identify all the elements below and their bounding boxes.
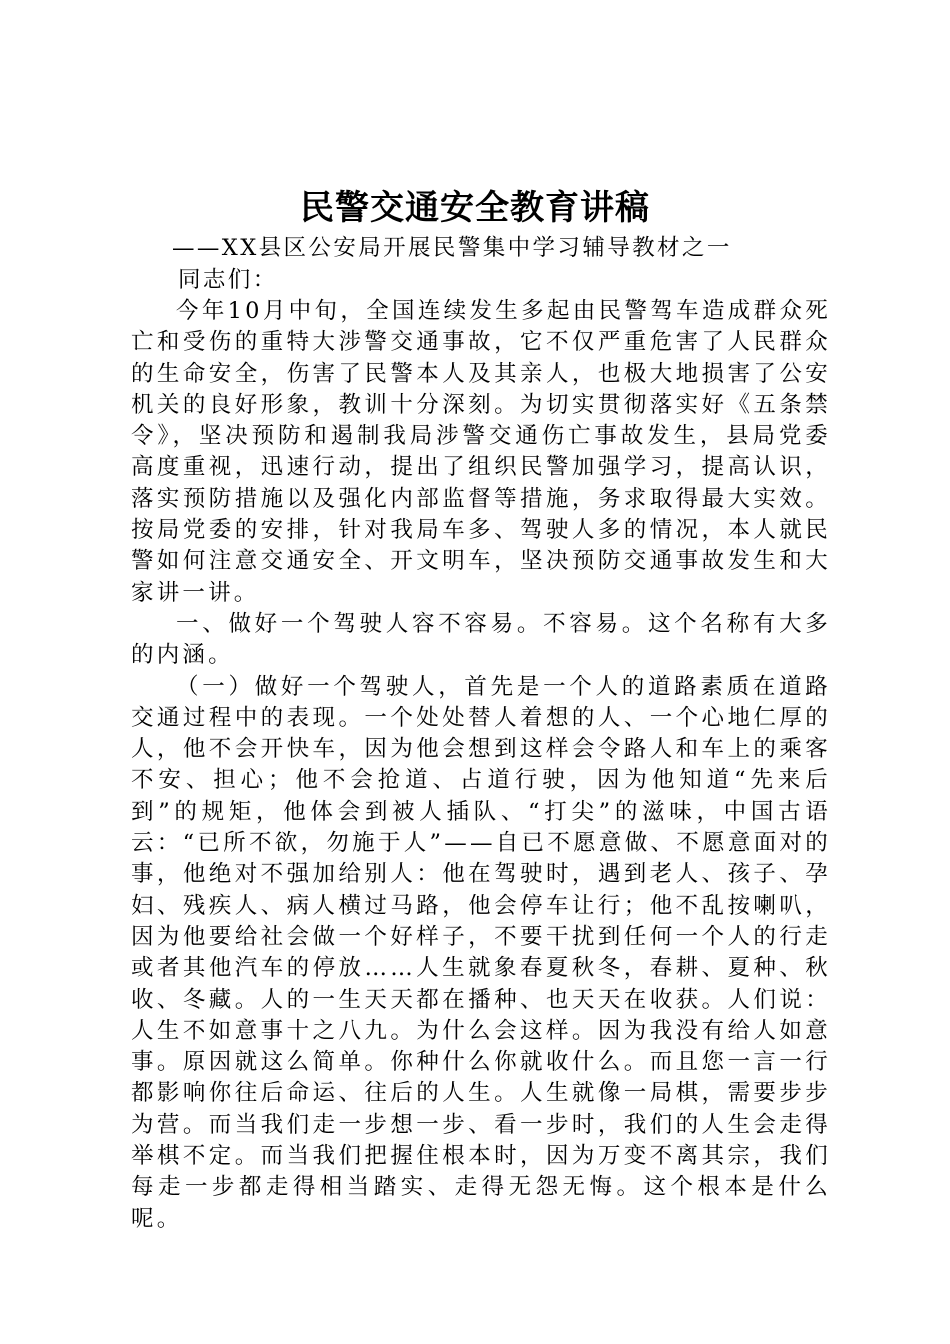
- paragraph-intro: 今年10月中旬，全国连续发生多起由民警驾车造成群众死亡和受伤的重特大涉警交通事故，它不仅严重危害了人民群众的生命安全，伤害了民警本人及其亲人，也极大地损害了公安机关的良好形象，教训十分深刻。为切实贯彻落实好《五条禁令》，坚决预防和遏制我局涉警交通伤亡事故发生，县局党委高度重视，迅速行动，提出了组织民警加强学习，提高认识，落实预防措施以及强化内部监督等措施，务求取得最大实效。按局党委的安排，针对我局车多、驾驶人多的情况，本人就民警如何注意交通安全、开文明车，坚决预防交通事故发生和大家讲一讲。: [131, 298, 831, 606]
- document-subtitle: ——XX县区公安局开展民警集中学习辅导教材之一: [172, 235, 732, 261]
- greeting: 同志们：: [178, 267, 278, 293]
- document-title: 民警交通安全教育讲稿: [300, 188, 650, 228]
- paragraph-section-one: 一、做好一个驾驶人容不容易。不容易。这个名称有大多的内涵。: [131, 610, 831, 669]
- paragraph-subsection-one: （一）做好一个驾驶人，首先是一个人的道路素质在道路交通过程中的表现。一个处处替人着想的人、一个心地仁厚的人，他不会开快车，因为他会想到这样会令路人和车上的乘客不安、担心；他不会抢道、占道行驶，因为他知道“先来后到”的规矩，他体会到被人插队、“打尖”的滋味，中国古语云：“已所不欲，勿施于人”——自已不愿意做、不愿意面对的事，他绝对不强加给别人：他在驾驶时，遇到老人、孩子、孕妇、残疾人、病人横过马路，他会停车让行；他不乱按喇叭，因为他要给社会做一个好样子，不要干扰到任何一个人的行走或者其他汽车的停放……人生就象春夏秋冬，春耕、夏种、秋收、冬藏。人的一生天天都在播种、也天天在收获。人们说：人生不如意事十之八九。为什么会这样。因为我没有给人如意事。原因就这么简单。你种什么你就收什么。而且您一言一行都影响你往后命运、往后的人生。人生就像一局棋，需要步步为营。而当我们走一步想一步、看一步时，我们的人生会走得举棋不定。而当我们把握住根本时，因为万变不离其宗，我们每走一步都走得相当踏实、走得无怨无悔。这个根本是什么呢。: [131, 673, 831, 1232]
- body-text: [131, 296, 831, 1235]
